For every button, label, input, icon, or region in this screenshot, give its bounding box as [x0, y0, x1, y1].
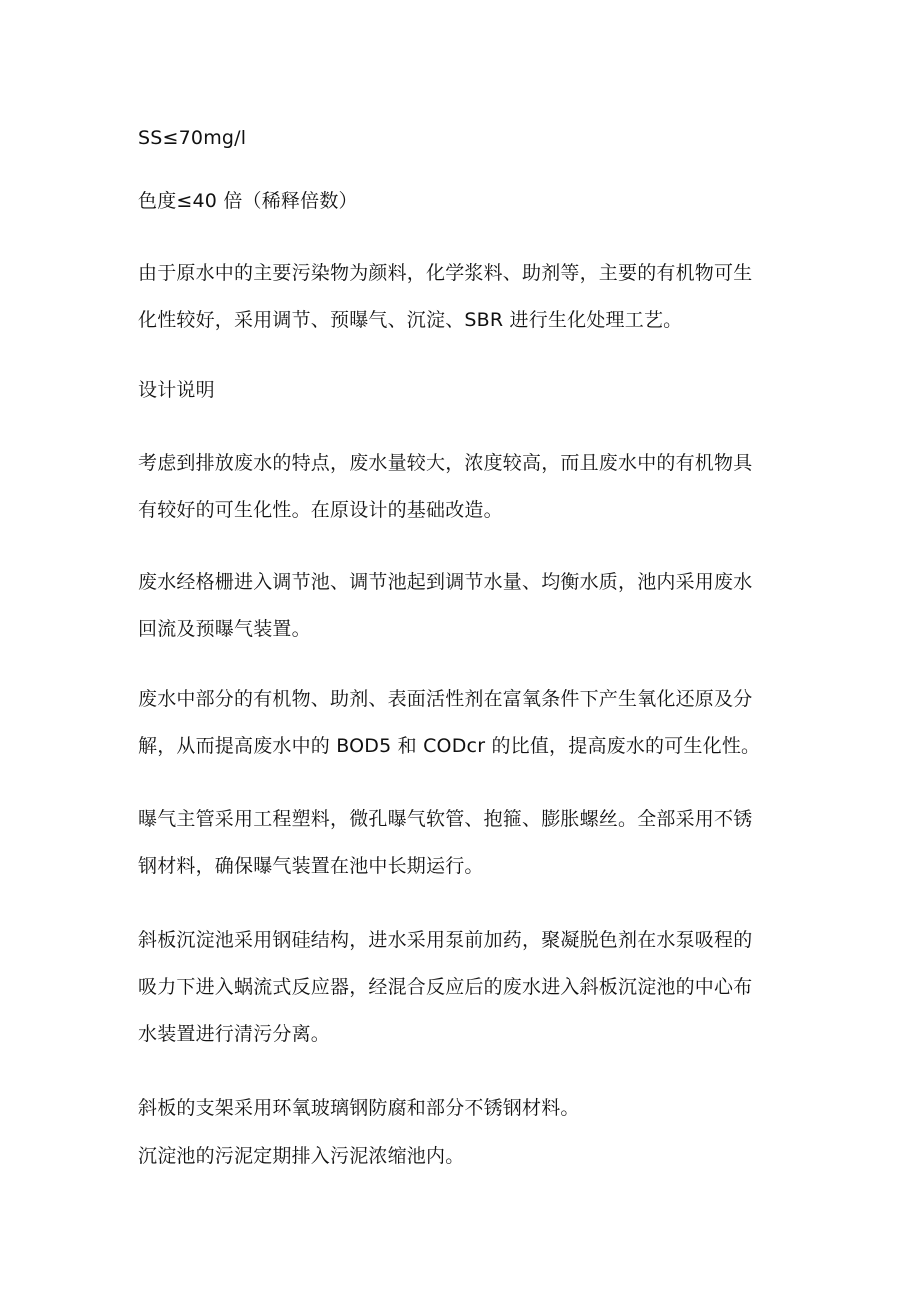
- text-line: 废水中部分的有机物、助剂、表面活性剂在富氧条件下产生氧化还原及分: [138, 688, 753, 710]
- text-line: 斜板沉淀池采用钢硅结构，进水采用泵前加药，聚凝脱色剂在水泵吸程的: [138, 929, 753, 951]
- paragraph-sludge-discharge: [138, 1133, 788, 1180]
- text-line: 化性较好，采用调节、预曝气、沉淀、SBR 进行生化处理工艺。: [138, 309, 683, 331]
- paragraph-wastewater-characteristics: [138, 440, 788, 534]
- text-line: 水装置进行清污分离。: [138, 1023, 331, 1045]
- text-line: 斜板的支架采用环氧玻璃钢防腐和部分不锈钢材料。: [138, 1097, 580, 1119]
- text-line: 钢材料，确保曝气装置在池中长期运行。: [138, 855, 484, 877]
- paragraph-regulating-tank: [138, 559, 788, 653]
- text-line: 考虑到排放废水的特点，废水量较大，浓度较高，而且废水中的有机物具: [138, 452, 753, 474]
- text-line: 设计说明: [138, 379, 215, 401]
- text-line: 色度≤40 倍（稀释倍数）: [138, 190, 358, 212]
- paragraph-ss-limit: [138, 115, 788, 162]
- text-line: 回流及预曝气装置。: [138, 618, 311, 640]
- text-line: SS≤70mg/l: [138, 127, 247, 149]
- paragraph-color-limit: [138, 178, 788, 225]
- text-line: 由于原水中的主要污染物为颜料，化学浆料、助剂等，主要的有机物可生: [138, 262, 753, 284]
- paragraph-inclined-plate-tank: [138, 917, 788, 1058]
- paragraph-process-overview: [138, 250, 788, 344]
- text-line: 解，从而提高废水中的 BOD5 和 CODcr 的比值，提高废水的可生化性。: [138, 735, 761, 757]
- paragraph-oxidation-reduction: [138, 676, 788, 770]
- text-line: 曝气主管采用工程塑料，微孔曝气软管、抱箍、膨胀螺丝。全部采用不锈: [138, 808, 753, 830]
- paragraph-aeration-pipe: [138, 796, 788, 890]
- text-line: 废水经格栅进入调节池、调节池起到调节水量、均衡水质，池内采用废水: [138, 571, 753, 593]
- paragraph-plate-support: [138, 1085, 788, 1132]
- text-line: 有较好的可生化性。在原设计的基础改造。: [138, 499, 503, 521]
- section-heading-design-notes: [138, 367, 788, 414]
- text-line: 沉淀池的污泥定期排入污泥浓缩池内。: [138, 1145, 465, 1167]
- text-line: 吸力下进入蜗流式反应器，经混合反应后的废水进入斜板沉淀池的中心布: [138, 976, 753, 998]
